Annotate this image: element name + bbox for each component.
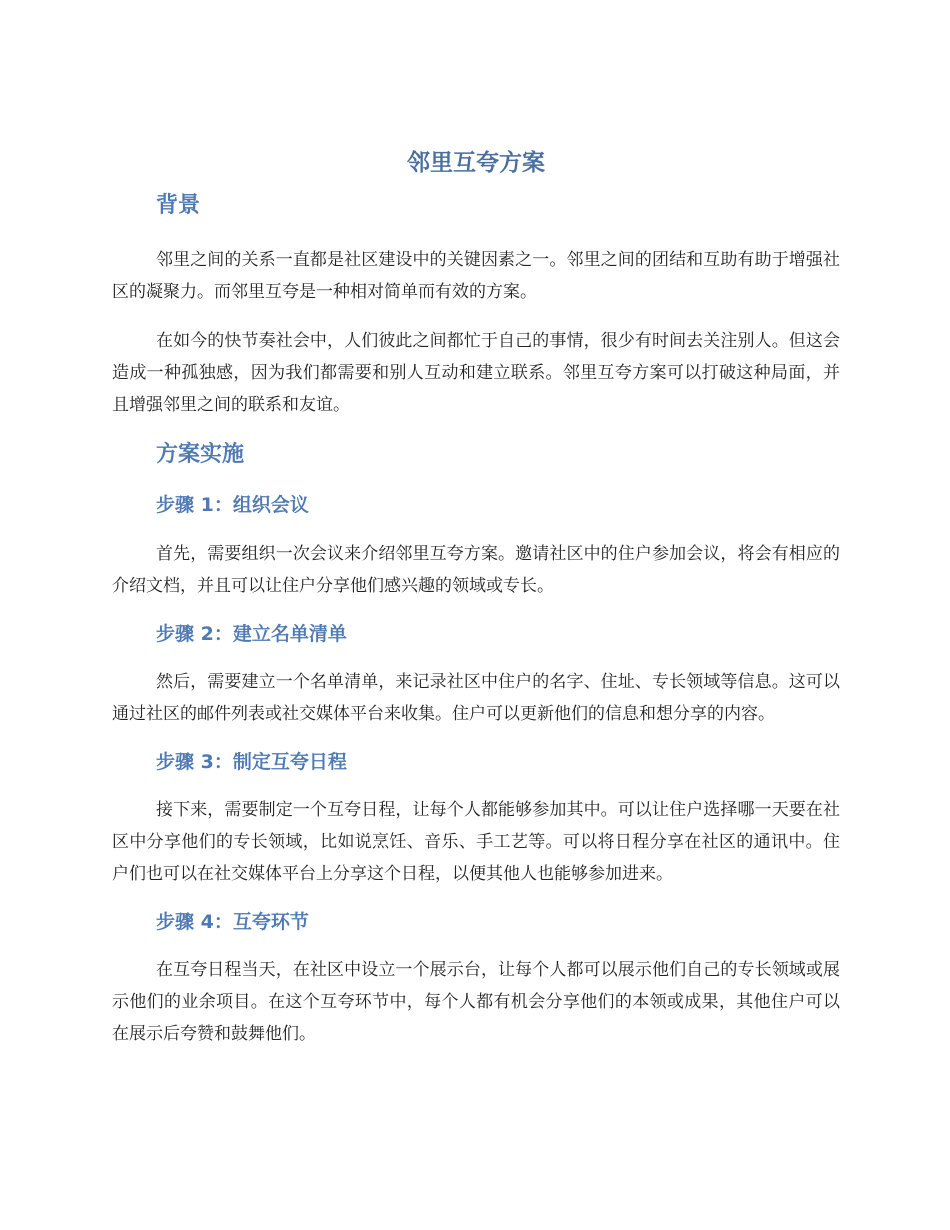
section-heading-background: 背景 — [156, 193, 201, 218]
section-heading-implementation: 方案实施 — [156, 442, 245, 467]
step-paragraph-3: 接下来，需要制定一个互夸日程，让每个人都能够参加其中。可以让住户选择哪一天要在社区中分享他们的专长领域，比如说烹饪、音乐、手工艺等。可以将日程分享在社区的通讯中。住户们也可以在社交媒体平台上分享这个日程，以便其他人也能够参加进来。 — [112, 800, 840, 884]
step-paragraph-2: 然后，需要建立一个名单清单，来记录社区中住户的名字、住址、专长领域等信息。这可以通过社区的邮件列表或社交媒体平台来收集。住户可以更新他们的信息和想分享的内容。 — [112, 672, 840, 724]
step-heading-3: 步骤 3：制定互夸日程 — [156, 751, 347, 773]
document-title: 邻里互夸方案 — [407, 150, 545, 176]
step-heading-4: 步骤 4：互夸环节 — [156, 911, 309, 933]
background-paragraph-2: 在如今的快节奏社会中，人们彼此之间都忙于自己的事情，很少有时间去关注别人。但这会造成一种孤独感，因为我们都需要和别人互动和建立联系。邻里互夸方案可以打破这种局面，并且增强邻里之间的联系和友谊。 — [112, 331, 840, 415]
step-paragraph-4: 在互夸日程当天，在社区中设立一个展示台，让每个人都可以展示他们自己的专长领域或展示他们的业余项目。在这个互夸环节中，每个人都有机会分享他们的本领或成果，其他住户可以在展示后夸赞和鼓舞他们。 — [112, 960, 840, 1044]
step-heading-1: 步骤 1：组织会议 — [156, 494, 309, 516]
step-heading-2: 步骤 2：建立名单清单 — [156, 623, 347, 645]
document-body — [112, 140, 840, 1050]
background-paragraph-1: 邻里之间的关系一直都是社区建设中的关键因素之一。邻里之间的团结和互助有助于增强社区的凝聚力。而邻里互夸是一种相对简单而有效的方案。 — [112, 250, 840, 302]
step-paragraph-1: 首先，需要组织一次会议来介绍邻里互夸方案。邀请社区中的住户参加会议，将会有相应的介绍文档，并且可以让住户分享他们感兴趣的领域或专长。 — [112, 544, 840, 596]
